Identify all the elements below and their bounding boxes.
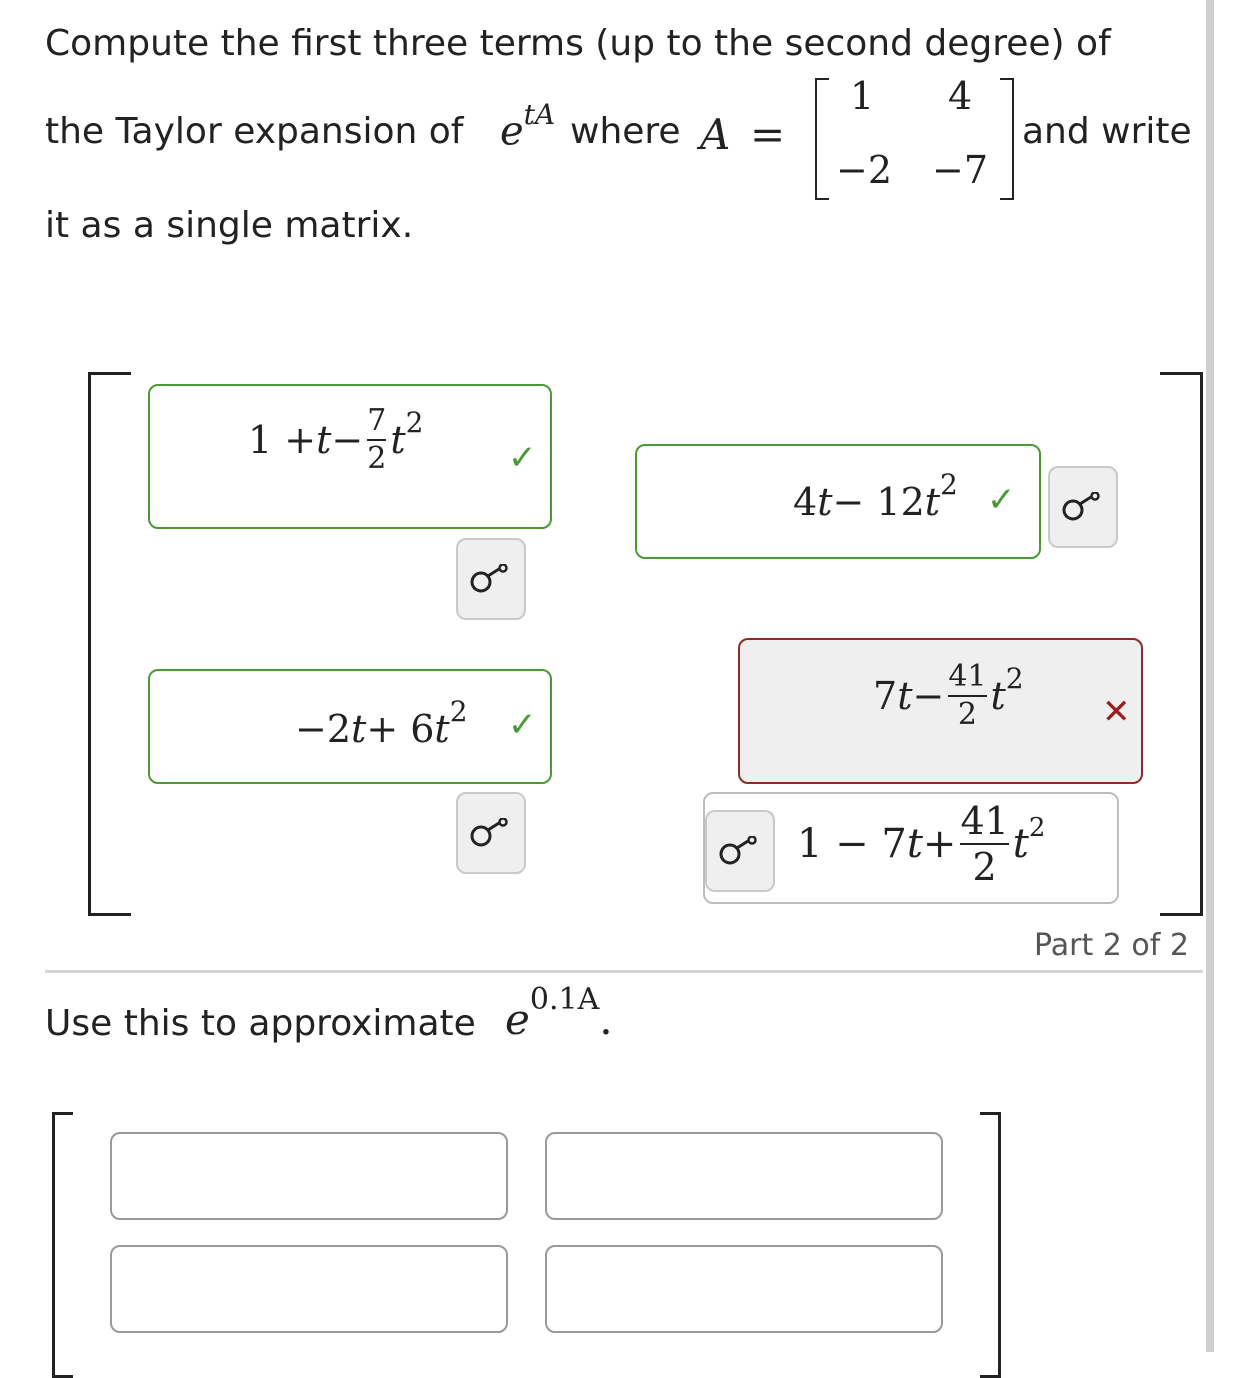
cell-22-correction-fraction: $\frac{41}{2}$: [960, 799, 1009, 889]
part2-input-11[interactable]: [110, 1132, 508, 1220]
part2-input-12[interactable]: [545, 1132, 943, 1220]
part2-left-bracket: [52, 1112, 73, 1378]
cell-22-expression: 7 t − $\frac{41}{2}$ t $^2$: [873, 659, 1024, 732]
section-divider: [45, 970, 1203, 973]
part2-prompt: Use this to approximate: [45, 1003, 476, 1044]
check-icon: ✓: [508, 705, 537, 745]
where-text: where: [570, 111, 681, 152]
key-icon[interactable]: [705, 810, 775, 892]
and-write-text: and write: [1022, 111, 1192, 152]
cell-12-expression: 4 t − 12 t $^2$: [793, 467, 958, 524]
question-line-1: Compute the first three terms (up to the second degree) of: [45, 23, 1111, 64]
question-line-2-prefix: the Taylor expansion of: [45, 111, 464, 152]
cell-22-correction-expression: 1 − 7 t + $\frac{41}{2}$ t $^2$: [797, 799, 1046, 889]
key-icon[interactable]: [456, 792, 526, 874]
scrollbar[interactable]: [1206, 0, 1214, 1352]
cell-11-fraction: $\frac{7}{2}$: [367, 403, 387, 476]
part2-right-bracket: [980, 1112, 1001, 1378]
cell-22-fraction: $\frac{41}{2}$: [948, 659, 987, 732]
check-icon: ✓: [987, 480, 1016, 520]
cell-11-expression: 1 + t − $\frac{7}{2}$ t $^2$: [248, 403, 424, 476]
key-icon[interactable]: [1048, 466, 1118, 548]
answer-left-bracket: [88, 372, 131, 916]
exp-expression: $e^{tA}$: [500, 98, 556, 155]
matrix-a22: −7: [932, 148, 989, 192]
answer-cell-22[interactable]: [738, 638, 1143, 784]
cell-21-expression: −2 t + 6 t $^2$: [295, 694, 468, 751]
check-icon: ✓: [508, 438, 537, 478]
part2-input-21[interactable]: [110, 1245, 508, 1333]
matrix-a21: −2: [836, 148, 893, 192]
matrix-symbol: A: [700, 110, 731, 159]
answer-cell-12[interactable]: [635, 444, 1041, 559]
equals-sign: =: [750, 110, 786, 159]
matrix-right-bracket: [1000, 78, 1014, 200]
matrix-left-bracket: [815, 78, 829, 200]
answer-right-bracket: [1160, 372, 1203, 916]
matrix-a12: 4: [948, 74, 973, 118]
part2-exp-expression: $e^{0.1A}$.: [505, 982, 613, 1044]
key-icon[interactable]: [456, 538, 526, 620]
answer-cell-11[interactable]: [148, 384, 552, 529]
question-line-3: it as a single matrix.: [45, 205, 414, 246]
part-label: Part 2 of 2: [1034, 928, 1189, 963]
answer-cell-21[interactable]: [148, 669, 552, 784]
matrix-a11: 1: [850, 74, 875, 118]
cell-22-correction-panel: [703, 792, 1119, 904]
part2-input-22[interactable]: [545, 1245, 943, 1333]
cross-icon: ✕: [1102, 692, 1131, 732]
